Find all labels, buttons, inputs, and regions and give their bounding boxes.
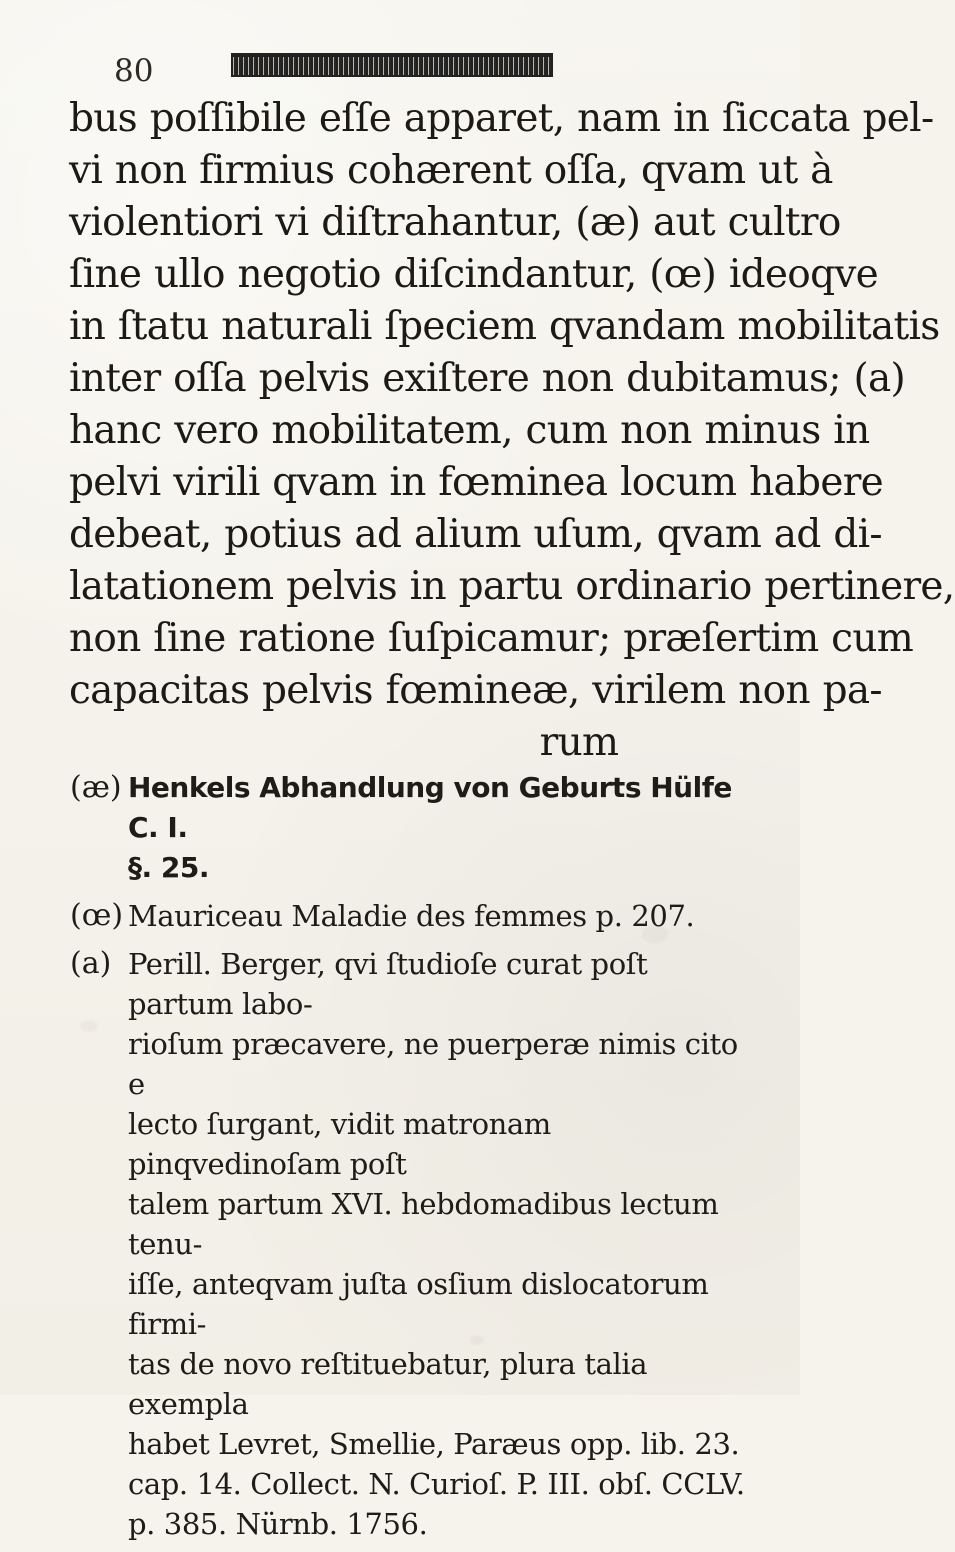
main-text-line: debeat, potius ad alium uſum, qvam ad di- <box>69 512 882 557</box>
footnote-text: Henkels Abhandlung von Geburts Hülfe C. I. §. 25. <box>128 771 732 884</box>
main-text-line: violentiori vi diſtrahantur, (æ) aut cultro <box>69 200 841 245</box>
footnote-marker: (œ) <box>70 898 124 933</box>
footnote-oe <box>70 896 760 936</box>
main-text-line: inter oſſa pelvis exiſtere non dubitamus; (a) <box>69 356 906 401</box>
main-text-line: bus poſſibile eſſe apparet, nam in ſiccata pel- <box>69 96 934 141</box>
footnote-text: Mauriceau Maladie des femmes p. 207. <box>128 899 695 933</box>
footnote-a <box>70 944 760 1544</box>
catchword-line: rum <box>539 720 619 765</box>
main-text-line: latationem pelvis in partu ordinario pertinere, <box>69 564 955 609</box>
main-text-line: capacitas pelvis fœmineæ, virilem non pa- <box>69 668 882 713</box>
footnotes <box>70 768 760 1552</box>
decorative-header-rule <box>231 53 553 77</box>
main-text-line: hanc vero mobilitatem, cum non minus in <box>69 408 870 453</box>
footnote-marker: (æ) <box>70 770 122 805</box>
main-text-line: vi non firmius cohærent oſſa, qvam ut à <box>69 148 833 193</box>
main-text-line: in ſtatu naturali ſpeciem qvandam mobilitatis <box>69 304 940 349</box>
footnote-ae <box>70 768 760 888</box>
main-text-line: pelvi virili qvam in fœminea locum habere <box>69 460 884 505</box>
main-text-line: non ſine ratione ſuſpicamur; præſertim cum <box>69 616 914 661</box>
footnote-marker: (a) <box>70 946 112 981</box>
main-text-line: ſine ullo negotio diſcindantur, (œ) ideoqve <box>69 252 879 297</box>
main-text-block <box>69 93 955 769</box>
page-number: 80 <box>114 53 154 89</box>
footnote-text: Perill. Berger, qvi ſtudioſe curat poſt partum labo- rioſum præcavere, ne puerperæ nimis cito e lecto ſurgant, vidit matronam pinqvedinoſam poſt talem partum XVI. hebdomadibus lectum tenu- iſſe, anteqvam juſta osſium dislocatorum firmi- tas de novo reſtituebatur, plura talia exempla habet Levret, Smellie, Paræus opp. lib. 23. cap. 14. Collect. N. Curioſ. P. III. obſ. CCLV. p. 385. Nürnb. 1756. <box>128 947 745 1541</box>
